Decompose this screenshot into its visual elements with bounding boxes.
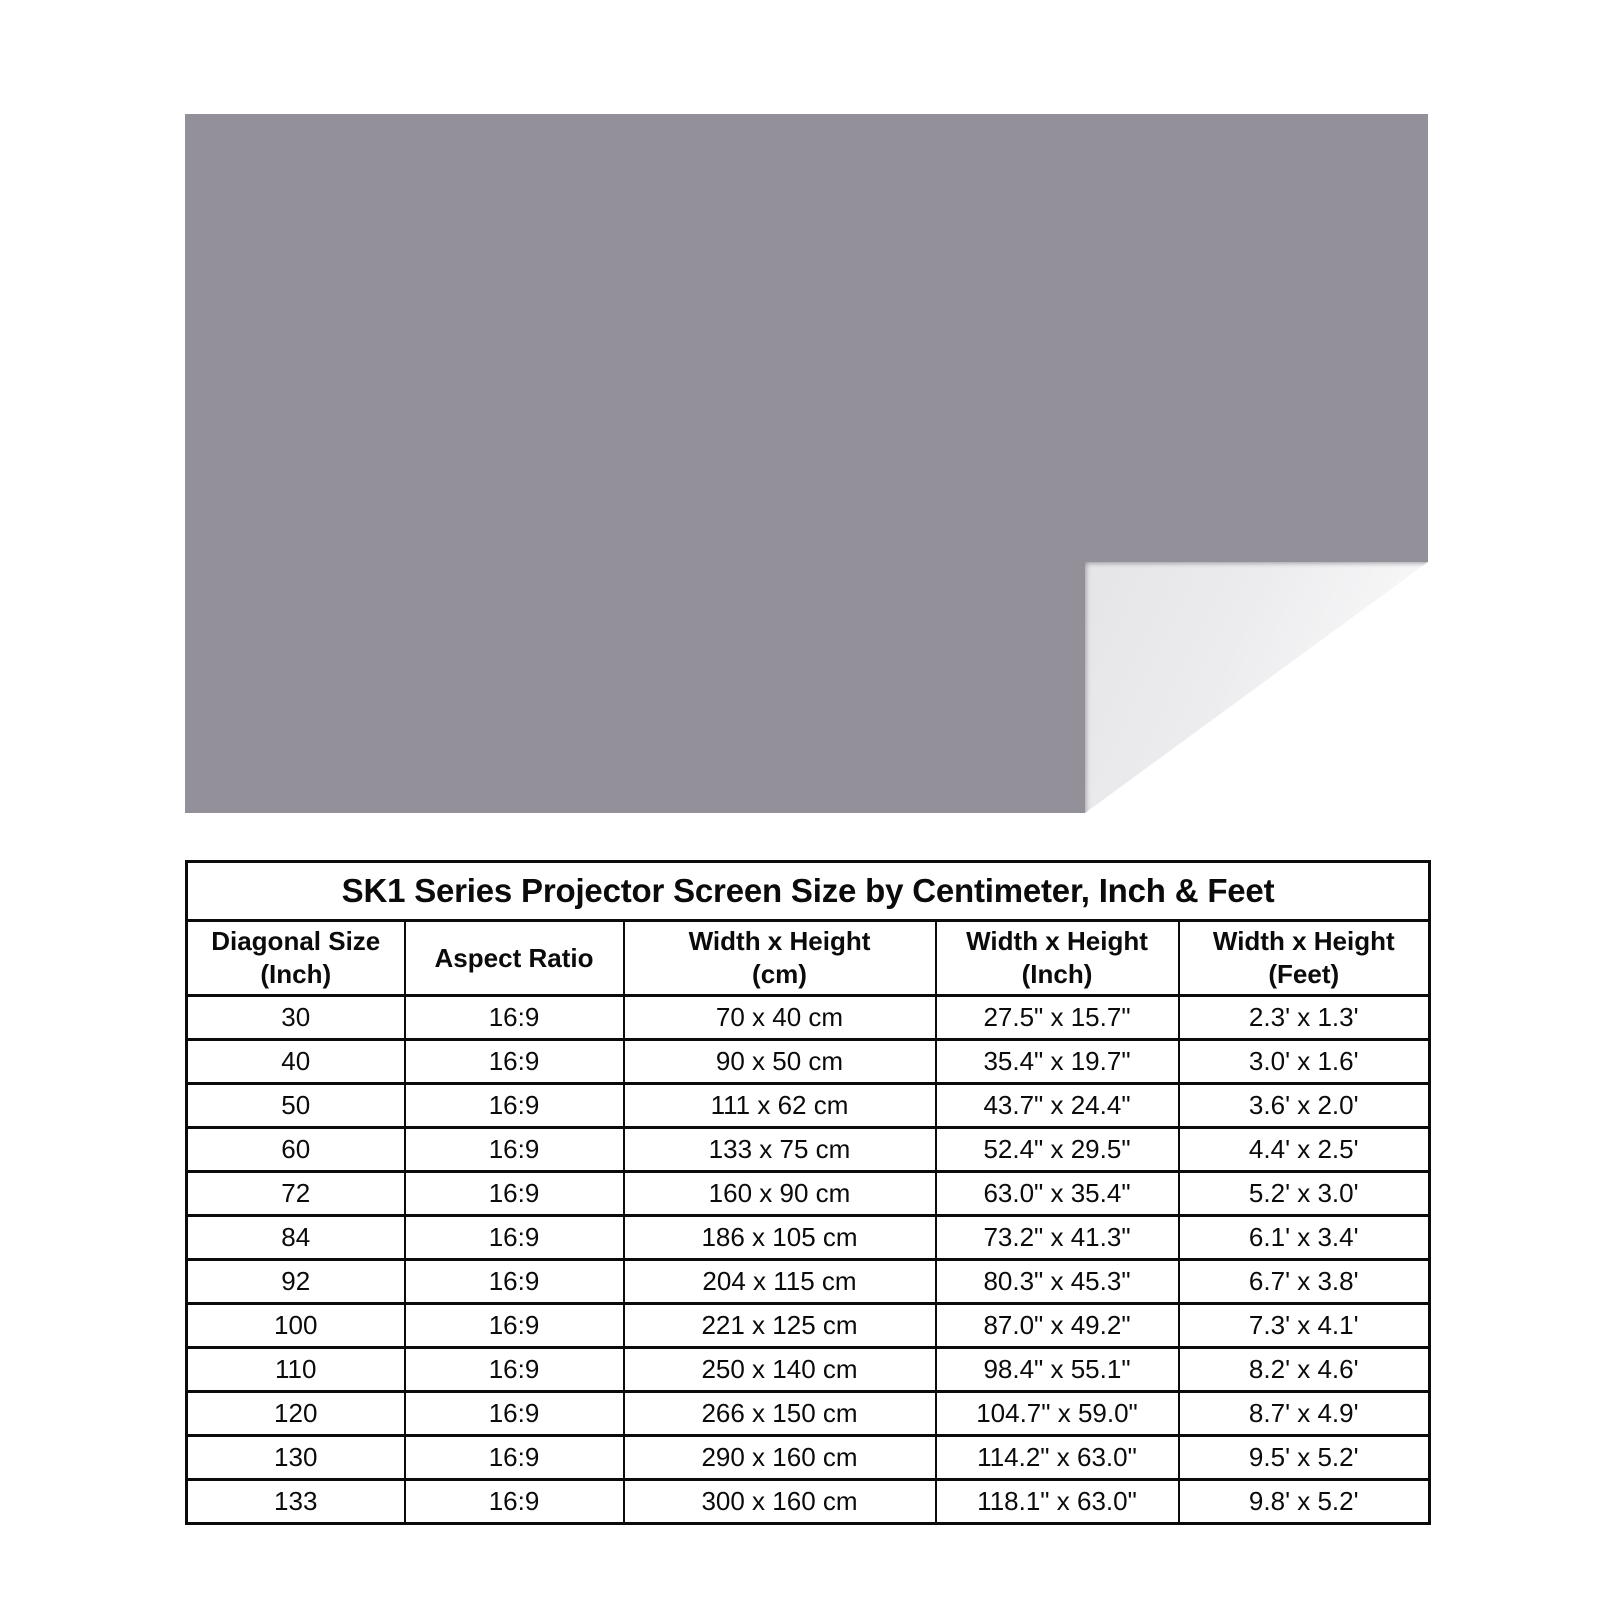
projector-screen-sheet [185,114,1428,813]
cell-diagonal-size: 92 [187,1260,405,1304]
header-size-cm-line2: (cm) [752,959,807,989]
cell-size-feet: 5.2' x 3.0' [1179,1172,1430,1216]
cell-size-feet: 6.1' x 3.4' [1179,1216,1430,1260]
header-size-inch [936,921,1179,996]
cell-size-feet: 3.6' x 2.0' [1179,1084,1430,1128]
cell-size-inch: 63.0" x 35.4" [936,1172,1179,1216]
cell-aspect-ratio: 16:9 [405,1260,624,1304]
cell-size-inch: 118.1" x 63.0" [936,1480,1179,1524]
table-row [187,1348,1430,1392]
cell-aspect-ratio: 16:9 [405,1304,624,1348]
header-size-feet-line1: Width x Height [1212,926,1395,956]
cell-size-cm: 204 x 115 cm [624,1260,936,1304]
header-aspect-ratio [405,921,624,996]
header-size-cm-line1: Width x Height [688,926,871,956]
cell-diagonal-size: 130 [187,1436,405,1480]
table-row [187,1260,1430,1304]
cell-diagonal-size: 50 [187,1084,405,1128]
cell-diagonal-size: 84 [187,1216,405,1260]
cell-diagonal-size: 110 [187,1348,405,1392]
cell-diagonal-size: 72 [187,1172,405,1216]
cell-size-cm: 186 x 105 cm [624,1216,936,1260]
cell-aspect-ratio: 16:9 [405,1392,624,1436]
cell-diagonal-size: 120 [187,1392,405,1436]
header-size-feet-line2: (Feet) [1268,959,1340,989]
cell-size-feet: 7.3' x 4.1' [1179,1304,1430,1348]
cell-diagonal-size: 133 [187,1480,405,1524]
cell-size-cm: 300 x 160 cm [624,1480,936,1524]
screen-size-table [185,860,1431,1525]
cell-size-cm: 250 x 140 cm [624,1348,936,1392]
cell-size-cm: 290 x 160 cm [624,1436,936,1480]
cell-size-cm: 90 x 50 cm [624,1040,936,1084]
cell-aspect-ratio: 16:9 [405,1172,624,1216]
folded-corner-background [1085,562,1428,813]
cell-aspect-ratio: 16:9 [405,1480,624,1524]
table-row [187,1040,1430,1084]
cell-aspect-ratio: 16:9 [405,1084,624,1128]
header-size-cm [624,921,936,996]
cell-size-cm: 133 x 75 cm [624,1128,936,1172]
cell-size-feet: 8.7' x 4.9' [1179,1392,1430,1436]
table-row [187,996,1430,1040]
header-aspect-ratio-line1: Aspect Ratio [434,942,594,973]
cell-size-inch: 43.7" x 24.4" [936,1084,1179,1128]
table-row [187,1128,1430,1172]
cell-diagonal-size: 60 [187,1128,405,1172]
table-row [187,1392,1430,1436]
table-row [187,1480,1430,1524]
header-diagonal-size-line1: Diagonal Size [211,926,381,956]
header-size-feet [1179,921,1430,996]
cell-size-inch: 87.0" x 49.2" [936,1304,1179,1348]
table-row [187,1216,1430,1260]
cell-size-inch: 73.2" x 41.3" [936,1216,1179,1260]
header-size-inch-line2: (Inch) [1021,959,1093,989]
table-title-row [187,862,1430,921]
cell-aspect-ratio: 16:9 [405,996,624,1040]
cell-size-feet: 3.0' x 1.6' [1179,1040,1430,1084]
cell-size-inch: 80.3" x 45.3" [936,1260,1179,1304]
cell-aspect-ratio: 16:9 [405,1040,624,1084]
cell-diagonal-size: 40 [187,1040,405,1084]
cell-size-feet: 2.3' x 1.3' [1179,996,1430,1040]
cell-size-cm: 111 x 62 cm [624,1084,936,1128]
cell-diagonal-size: 30 [187,996,405,1040]
cell-aspect-ratio: 16:9 [405,1128,624,1172]
cell-size-inch: 98.4" x 55.1" [936,1348,1179,1392]
table-row [187,1084,1430,1128]
cell-size-feet: 4.4' x 2.5' [1179,1128,1430,1172]
cell-size-feet: 9.5' x 5.2' [1179,1436,1430,1480]
cell-aspect-ratio: 16:9 [405,1436,624,1480]
cell-size-cm: 266 x 150 cm [624,1392,936,1436]
cell-diagonal-size: 100 [187,1304,405,1348]
table-title: SK1 Series Projector Screen Size by Centimeter, Inch & Feet [187,862,1430,921]
header-diagonal-size-line2: (Inch) [260,959,332,989]
cell-size-inch: 52.4" x 29.5" [936,1128,1179,1172]
table-header-row [187,921,1430,996]
header-diagonal-size [187,921,405,996]
table-row [187,1172,1430,1216]
table-row [187,1436,1430,1480]
cell-size-inch: 104.7" x 59.0" [936,1392,1179,1436]
cell-size-feet: 6.7' x 3.8' [1179,1260,1430,1304]
folded-corner-flap [1085,562,1428,813]
cell-aspect-ratio: 16:9 [405,1348,624,1392]
cell-aspect-ratio: 16:9 [405,1216,624,1260]
cell-size-cm: 70 x 40 cm [624,996,936,1040]
cell-size-cm: 221 x 125 cm [624,1304,936,1348]
table-row [187,1304,1430,1348]
header-size-inch-line1: Width x Height [966,926,1148,956]
cell-size-feet: 8.2' x 4.6' [1179,1348,1430,1392]
cell-size-inch: 35.4" x 19.7" [936,1040,1179,1084]
cell-size-inch: 27.5" x 15.7" [936,996,1179,1040]
cell-size-cm: 160 x 90 cm [624,1172,936,1216]
cell-size-feet: 9.8' x 5.2' [1179,1480,1430,1524]
cell-size-inch: 114.2" x 63.0" [936,1436,1179,1480]
